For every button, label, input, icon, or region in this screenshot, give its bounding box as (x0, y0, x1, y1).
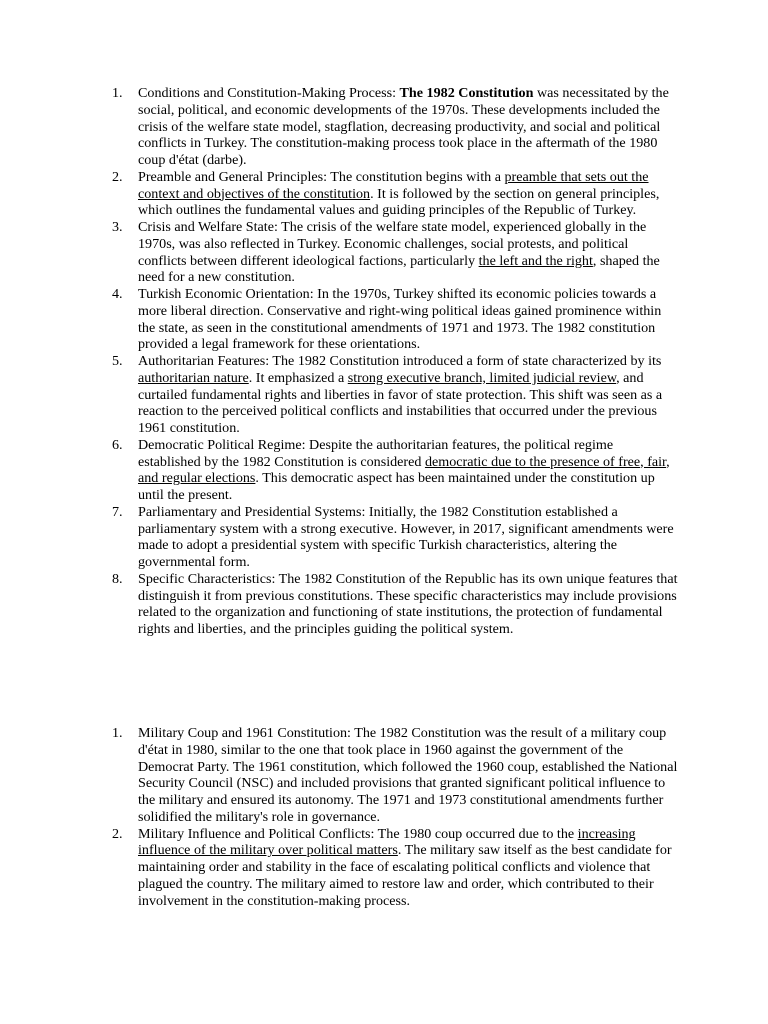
paragraph-text: Conditions and Constitution-Making Process: (138, 85, 400, 101)
paragraph-text: . This democratic aspect has been maintained under the constitution up until the present. (138, 470, 655, 503)
paragraph-text: Preamble and General Principles: The constitution begins with a (138, 168, 505, 185)
bold-text: The 1982 Constitution (399, 85, 534, 101)
list-item-number: 5. (112, 353, 123, 369)
underlined-text: increasing influence of the military over political matters (138, 825, 636, 859)
numbered-list-military-role (112, 725, 678, 909)
list-item (112, 825, 678, 910)
list-item-number: 2. (112, 825, 123, 842)
list-item-number: 1. (112, 725, 123, 741)
list-item-number: 3. (112, 219, 123, 235)
list-item-number: 1. (112, 85, 123, 101)
list-item-number: 4. (112, 286, 123, 302)
underlined-text: democratic due to the presence of free, fair, and regular elections (138, 453, 670, 487)
paragraph-text: was necessitated by the social, political, and economic developments of the 1970s. These developments included the crisis of the welfare state model, stagflation, decreasing productivity, and social and political conflicts in Turkey. The constitution-making process took place in the aftermath of the 1980 coup d'état (darbe). (138, 85, 669, 168)
list-item (112, 353, 678, 437)
numbered-list-constitution-overview (112, 85, 678, 638)
paragraph-text: Turkish Economic Orientation: In the 1970s, Turkey shifted its economic policies towards a more liberal direction. Conservative and right-wing political ideas gained prominence within the state, as seen in the constitutional amendments of 1971 and 1973. The 1982 constitution provided a legal framework for these orientations. (138, 286, 662, 353)
paragraph-text: , shaped the need for a new constitution. (138, 252, 660, 286)
list-item-number: 6. (112, 436, 123, 453)
underlined-text: authoritarian nature (138, 369, 249, 386)
paragraph-text: Military Coup and 1961 Constitution: The 1982 Constitution was the result of a military coup d'état in 1980, similar to the one that took place in 1960 against the government of the Democrat Party. The 1961 constitution, which followed the 1960 coup, established the National Security Council (NSC) and included provisions that granted significant political influence to the military and ensured its autonomy. The 1971 and 1973 constitutional amendments further solidified the military's role in governance. (138, 725, 678, 825)
list-item (112, 503, 678, 571)
list-item-number: 7. (112, 503, 123, 520)
underlined-text: preamble that sets out the context and objectives of the constitution (138, 168, 649, 202)
paragraph-text: , and curtailed fundamental rights and liberties in favor of state protection. This shift was seen as a reaction to the perceived political conflicts and instabilities that occurred under the previous 1961 constitution. (138, 369, 663, 436)
list-item (112, 85, 678, 169)
paragraph-text: . The military saw itself as the best candidate for maintaining order and stability in the face of escalating political conflicts and violence that plagued the country. The military aimed to restore law and order, which contributed to their involvement in the constitution-making process. (138, 842, 672, 909)
list-item (112, 219, 678, 286)
paragraph-text: Military Influence and Political Conflicts: The 1980 coup occurred due to the (138, 825, 578, 842)
list-item (112, 168, 678, 219)
list-item (112, 570, 678, 638)
underlined-text: the left and the right (478, 252, 593, 269)
paragraph-text: Parliamentary and Presidential Systems: Initially, the 1982 Constitution established a parliamentary system with a strong executive. However, in 2017, significant amendments were made to adopt a presidential system with specific Turkish characteristics, altering the governmental form. (138, 503, 674, 570)
list-item-number: 8. (112, 570, 123, 587)
list-item (112, 725, 678, 826)
list-item-number: 2. (112, 168, 123, 185)
paragraph-text: Democratic Political Regime: Despite the authoritarian features, the political regime established by the 1982 Constitution is considered (138, 436, 614, 470)
paragraph-text: . It is followed by the section on general principles, which outlines the fundamental values and guiding principles of the Republic of Turkey. (138, 185, 660, 219)
paragraph-text: Specific Characteristics: The 1982 Constitution of the Republic has its own unique features that distinguish it from previous constitutions. These specific characteristics may include provisions related to the organization and functioning of state institutions, the protection of fundamental rights and liberties, and the principles guiding the political system. (138, 570, 678, 637)
paragraph-text: . It emphasized a (248, 369, 348, 386)
list-item (112, 286, 678, 353)
underlined-text: strong executive branch, limited judicial review (347, 369, 617, 386)
list-item (112, 436, 678, 504)
paragraph-text: Crisis and Welfare State: The crisis of the welfare state model, experienced globally in the 1970s, was also reflected in Turkey. Economic challenges, social protests, and political conflicts between different ideological factions, particularly (138, 219, 647, 269)
paragraph-text: Authoritarian Features: The 1982 Constitution introduced a form of state characterized by its (138, 353, 662, 369)
